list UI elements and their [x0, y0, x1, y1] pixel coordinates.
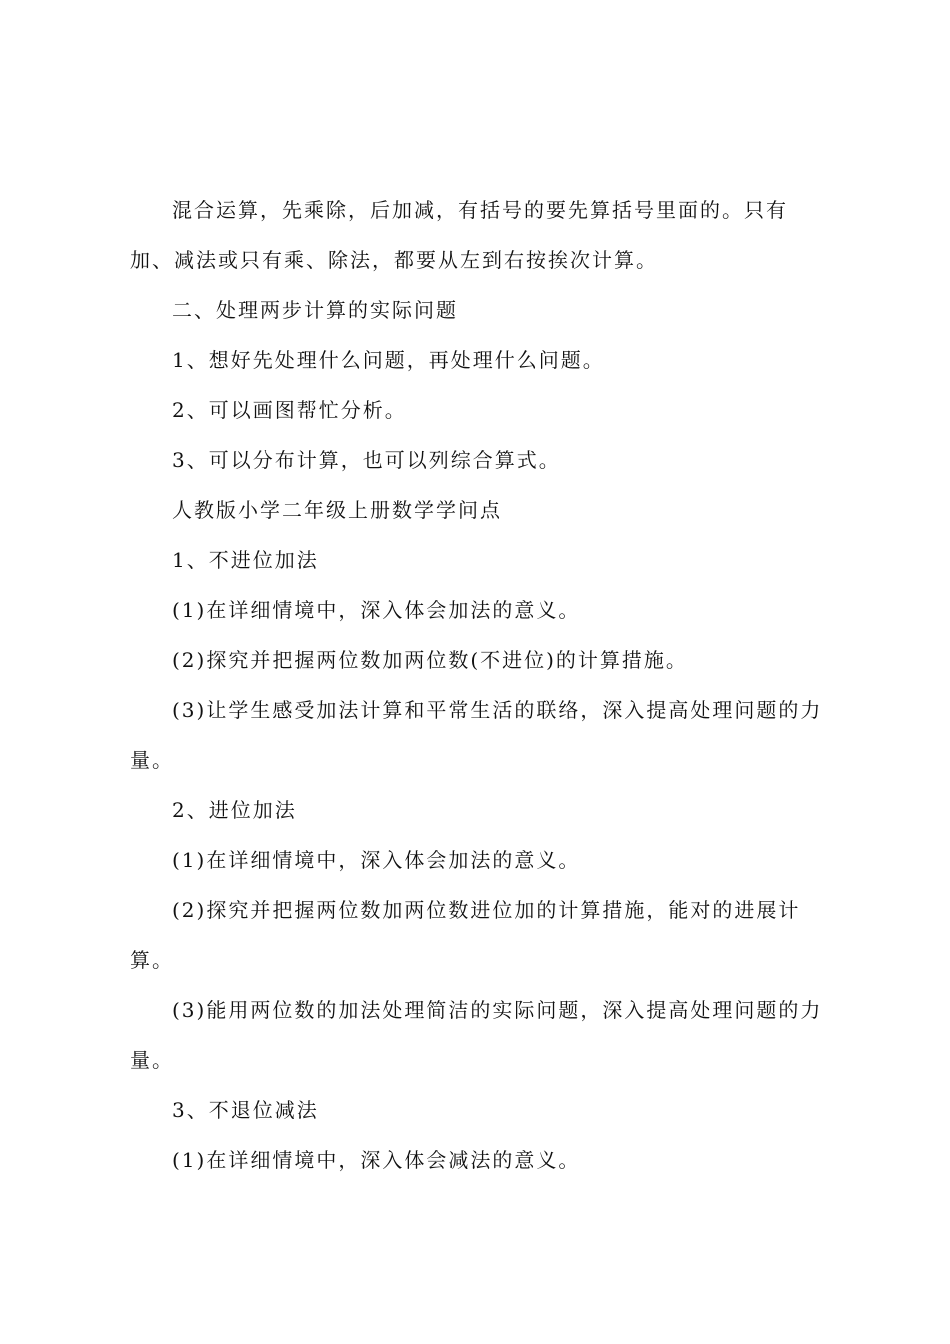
list-item: (1)在详细情境中，深入体会加法的意义。: [172, 848, 581, 872]
paragraph-list-item: [130, 985, 830, 1085]
list-item: (1)在详细情境中，深入体会加法的意义。: [172, 598, 581, 622]
document-body: [130, 185, 830, 1185]
document-heading: 人教版小学二年级上册数学学问点: [172, 498, 502, 522]
text-line: (3)让学生感受加法计算和平常生活的联络，深入提高处理问题的力: [172, 698, 823, 722]
text-line: 量。: [130, 1048, 174, 1072]
text-line: 算。: [130, 948, 174, 972]
subsection-heading: 3、不退位减法: [172, 1098, 319, 1122]
paragraph-list-item: [130, 885, 830, 985]
text-line: (2)探究并把握两位数加两位数进位加的计算措施，能对的进展计: [172, 898, 801, 922]
text-line: (3)能用两位数的加法处理简洁的实际问题，深入提高处理问题的力: [172, 998, 823, 1022]
text-line: 加、减法或只有乘、除法，都要从左到右按挨次计算。: [130, 248, 658, 272]
list-item: 1、想好先处理什么问题，再处理什么问题。: [172, 348, 605, 372]
list-item: (1)在详细情境中，深入体会减法的意义。: [172, 1148, 581, 1172]
section-heading: 二、处理两步计算的实际问题: [172, 298, 458, 322]
paragraph-list-item: [130, 685, 830, 785]
list-item: 3、可以分布计算，也可以列综合算式。: [172, 448, 561, 472]
list-item: 2、可以画图帮忙分析。: [172, 398, 407, 422]
list-item: (2)探究并把握两位数加两位数(不进位)的计算措施。: [172, 648, 688, 672]
paragraph-mixed-operations: [130, 185, 830, 285]
subsection-heading: 2、进位加法: [172, 798, 297, 822]
text-line: 量。: [130, 748, 174, 772]
text-line: 混合运算，先乘除，后加减，有括号的要先算括号里面的。只有: [172, 198, 788, 222]
subsection-heading: 1、不进位加法: [172, 548, 319, 572]
